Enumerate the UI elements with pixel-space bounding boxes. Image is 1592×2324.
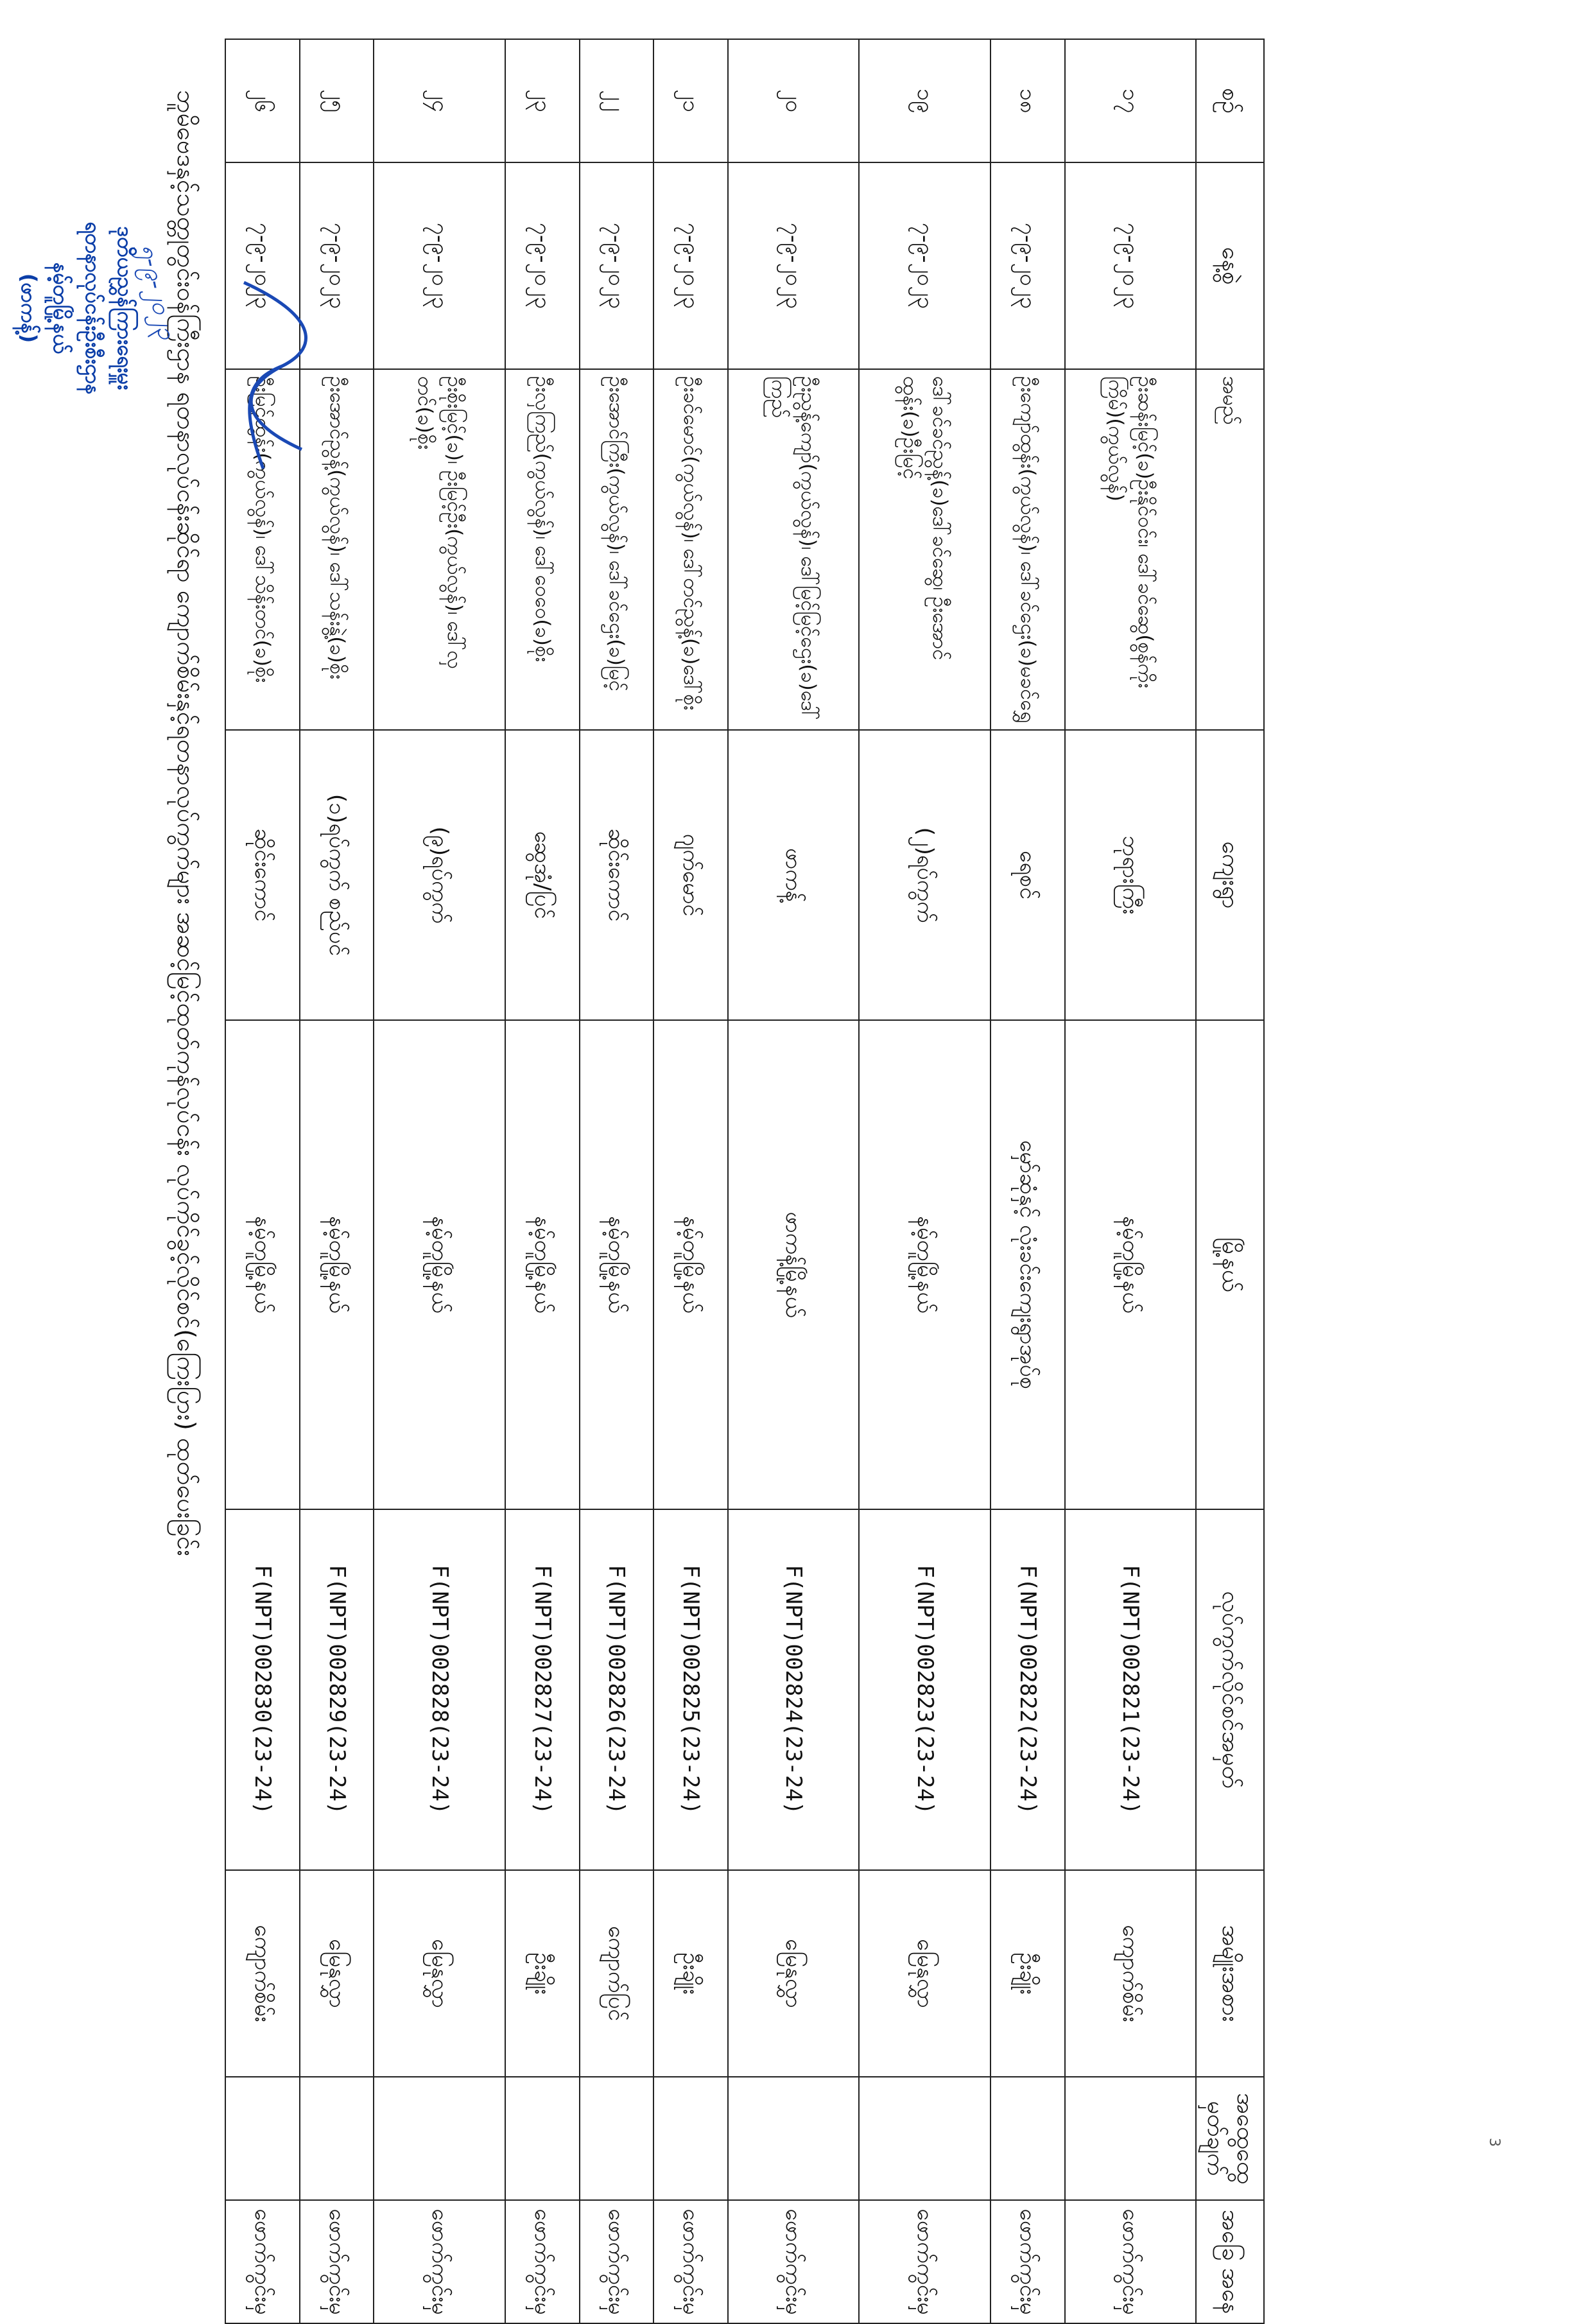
cell-no: ၂၃ (505, 39, 580, 162)
cell-status: ဖောက်ကွင်းမှ (728, 2200, 859, 2323)
cell-name: ဒေါ်ခင်ခင်ညွန့်(ခ)ဒေါ်ခင်ဆွေ၊ ဦးအောင်ထွန်း(ခ)ဦးမြင့် (859, 369, 990, 730)
cell-status: ဖောက်ကွင်းမှ (225, 2200, 300, 2323)
seal-line: (ဖာကန့်) (17, 273, 41, 343)
table-row (505, 39, 580, 2323)
header-license: လုပ်ကွက်လိုင်စင်အမှတ် (1196, 1509, 1264, 1870)
cell-no: ၂၁ (653, 39, 728, 162)
cell-status: ဖောက်ကွင်းမှ (1065, 2200, 1196, 2323)
cell-date: ၇-၉-၂၀၂၃ (653, 162, 728, 369)
cell-date: ၇-၉-၂၀၂၃ (505, 162, 580, 369)
cell-remarks (225, 2077, 300, 2200)
signature-date: ၅-၉-၂၀၂၃ (134, 241, 182, 342)
cell-status: ဖောက်ကွင်းမှ (505, 2200, 580, 2323)
cell-date: ၇-၉-၂၀၂၃ (728, 162, 859, 369)
cell-status: ဖောက်ကွင်းမှ (859, 2200, 990, 2323)
document-title: ဘူမိဗေဒနှင့်သတ္တုတွင်းဝန်ကြီးဌာန ရတနာလုပ်ငန်းဆိုင်ရာ ကျောက်စိမ်းနှင့်ရတနာလုပ်ကွက်များ အဆင့်မြင့်ထုတ်ကုန်လုပ်ငန်း လုပ်ကိုင်ခွင့်လိုင်စင်(ကြေးပြား) ထုတ်ပေးခြင်း (172, 90, 200, 1557)
cell-township: နမ့်တူမြို့နယ် (653, 1020, 728, 1509)
cell-type: ဦးချိုး (653, 1870, 728, 2077)
cell-date: ၇-၉-၂၀၂၃ (374, 162, 505, 369)
cell-no: ၂၄ (374, 39, 505, 162)
cell-license: F(NPT)002821(23-24) (1065, 1509, 1196, 1870)
cell-type: ဦးချိုး (505, 1870, 580, 2077)
cell-date: ၇-၉-၂၀၂၃ (225, 162, 300, 369)
seal-line: ရတနာလုပ်ငန်းဦးစီးဌာန (81, 221, 105, 395)
cell-type: မြေနုလွှာ (728, 1870, 859, 2077)
table-row (859, 39, 990, 2323)
official-seal (13, 167, 141, 449)
cell-name: ဦးမြင့်ထွန်း(ကွယ်လွန်)၊ ဒေါ်သိန်းတင်(ခ)စိုး (225, 369, 300, 730)
cell-type: မြေနုလွှာ (374, 1870, 505, 2077)
cell-name: ဦးလှကြည်(ကွယ်လွန်)၊ ဒေါ်ဝေဝေ(ခ)စိုး (505, 369, 580, 730)
table-body (225, 39, 1196, 2323)
seal-line: နမ့်တူမြို့နယ် (49, 262, 73, 354)
cell-license: F(NPT)002827(23-24) (505, 1509, 580, 1870)
cell-name: ဦးညွန့်ကျော်(ကွယ်လွန်)၊ ဒေါ်မြင့်မြင့်ဌေး(ခ)ဒေါ်ကြည် (728, 369, 859, 730)
cell-village: (၁)ရပ်ကွက် စည်ပင် (300, 730, 374, 1020)
table-row (374, 39, 505, 2323)
cell-no: ၂၆ (225, 39, 300, 162)
cell-no: ၂၂ (580, 39, 654, 162)
cell-township: ဖာကန့်မြို့နယ် (728, 1020, 859, 1509)
cell-date: ၇-၉-၂၀၂၃ (300, 162, 374, 369)
cell-township: နမ့်တူမြို့နယ် (580, 1020, 654, 1509)
header-status: အခြေ အနေ (1196, 2200, 1264, 2323)
cell-village: (၉)ရပ်ကွက် (374, 730, 505, 1020)
cell-status: ဖောက်ကွင်းမှ (580, 2200, 654, 2323)
cell-license: F(NPT)002826(23-24) (580, 1509, 654, 1870)
cell-township: နမ့်တူမြို့နယ် (1065, 1020, 1196, 1509)
cell-no: ၂၅ (300, 39, 374, 162)
cell-license: F(NPT)002822(23-24) (991, 1509, 1065, 1870)
cell-status: ဖောက်ကွင်းမှ (991, 2200, 1065, 2323)
cell-no: ၁၉ (859, 39, 990, 162)
cell-status: ဖောက်ကွင်းမှ (374, 2200, 505, 2323)
cell-remarks (991, 2077, 1065, 2200)
cell-type: ဦးချိုး (991, 1870, 1065, 2077)
cell-type: ကျောက်ပြင် (580, 1870, 654, 2077)
cell-village: ရေစင် (991, 730, 1065, 1020)
table-row (991, 39, 1065, 2323)
cell-village: (၂)ရပ်ကွက် (859, 730, 990, 1020)
cell-name: ဦးကျော်ထွန်း(ကွယ်လွန်)၊ ဒေါ်ခင်ဌေး(ခ)မခင်ရွှေ (991, 369, 1065, 730)
cell-date: ၇-၉-၂၀၂၃ (991, 162, 1065, 369)
cell-no: ၁၇ (1065, 39, 1196, 162)
header-remarks: အထွေထွေ မှတ်ချက် (1196, 2077, 1264, 2200)
cell-remarks (505, 2077, 580, 2200)
header-no: စဉ် (1196, 39, 1264, 162)
cell-license: F(NPT)002823(23-24) (859, 1509, 990, 1870)
cell-village: ဆိုင်းကောင် (225, 730, 300, 1020)
cell-village: ဆွေအုံ/ပြင် (505, 730, 580, 1020)
cell-township: နမ့်တူမြို့နယ် (300, 1020, 374, 1509)
signature-mark (212, 270, 340, 481)
cell-remarks (374, 2077, 505, 2200)
cell-name: ဦးအောင်ညွန့်(ကွယ်လွန်)၊ ဒေါ်သန်းနွဲ့(ခ)စိုး (300, 369, 374, 730)
cell-township: နမ့်တူမြို့နယ် (374, 1020, 505, 1509)
cell-no: ၁၈ (991, 39, 1065, 162)
table-row (1065, 39, 1196, 2323)
cell-remarks (653, 2077, 728, 2200)
cell-remarks (580, 2077, 654, 2200)
cell-license: F(NPT)002830(23-24) (225, 1509, 300, 1870)
cell-township: မှော်ဆုံနှင့် လုံးခင်းကျေးရွာအုပ်စု (991, 1020, 1065, 1509)
header-date: နေ့စွဲ (1196, 162, 1264, 369)
cell-remarks (728, 2077, 859, 2200)
cell-township: နမ့်တူမြို့နယ် (859, 1020, 990, 1509)
cell-remarks (1065, 2077, 1196, 2200)
cell-name: ဦးခင်မောင်(ကွယ်လွန်)၊ ဒေါ်တင်ညွန့်(ခ)ဒေါ်စိုး (653, 369, 728, 730)
cell-license: F(NPT)002824(23-24) (728, 1509, 859, 1870)
cell-no: ၂၀ (728, 39, 859, 162)
cell-village: ဆိုင်းကောင် (580, 730, 654, 1020)
table-row (653, 39, 728, 2323)
cell-license: F(NPT)002828(23-24) (374, 1509, 505, 1870)
cell-village: ဂျက်မောင် (653, 730, 728, 1020)
cell-license: F(NPT)002825(23-24) (653, 1509, 728, 1870)
corner-mark: 3 (1486, 2138, 1502, 2147)
header-name: အမည် (1196, 369, 1264, 730)
cell-remarks (300, 2077, 374, 2200)
cell-status: ဖောက်ကွင်းမှ (300, 2200, 374, 2323)
cell-village: ဘုရားကြီး (1065, 730, 1196, 1020)
cell-township: နမ့်တူမြို့နယ် (505, 1020, 580, 1509)
cell-date: ၇-၉-၂၀၂၃ (859, 162, 990, 369)
cell-status: ဖောက်ကွင်းမှ (653, 2200, 728, 2323)
cell-name: ဦးစိုးမြင့်(ခ)၊ ဦးမြင့်ဦး(ကွယ်လွန်)၊ ဒေါ်လှတင်(ခ)စိုး (374, 369, 505, 730)
table-row (580, 39, 654, 2323)
header-type: အမျိုးအစား (1196, 1870, 1264, 2077)
cell-date: ၇-၉-၂၀၂၃ (580, 162, 654, 369)
header-village: ကျေးရွာ (1196, 730, 1264, 1020)
table-header-row (1196, 39, 1264, 2323)
cell-name: ဦးအောင်ကြီး(ကွယ်လွန်)၊ ဒေါ်ခင်ဌေး(ခ)မြင့် (580, 369, 654, 730)
cell-type: ကျောက်စိမ်း (1065, 1870, 1196, 2077)
license-table (225, 39, 1265, 2324)
cell-date: ၇-၉-၂၀၂၃ (1065, 162, 1196, 369)
cell-township: နမ့်တူမြို့နယ် (225, 1020, 300, 1509)
cell-type: မြေနုလွှာ (300, 1870, 374, 2077)
cell-name: ဦးဆန်းမြင့်(ခ)ဦးနိုင်ဝင်း၊ ဒေါ်ခင်ဆွေ(စွန်ကိုးကြိမ်)(ကွယ်လွန်) (1065, 369, 1196, 730)
table-row (728, 39, 859, 2323)
cell-remarks (859, 2077, 990, 2200)
seal-line: ဒုတိယညွှန်ကြားရေးမှူး (113, 226, 137, 390)
cell-village: ဖာကန့် (728, 730, 859, 1020)
cell-type: ကျောက်စိမ်း (225, 1870, 300, 2077)
cell-license: F(NPT)002829(23-24) (300, 1509, 374, 1870)
cell-type: မြေနုလွှာ (859, 1870, 990, 2077)
header-township: မြို့နယ် (1196, 1020, 1264, 1509)
